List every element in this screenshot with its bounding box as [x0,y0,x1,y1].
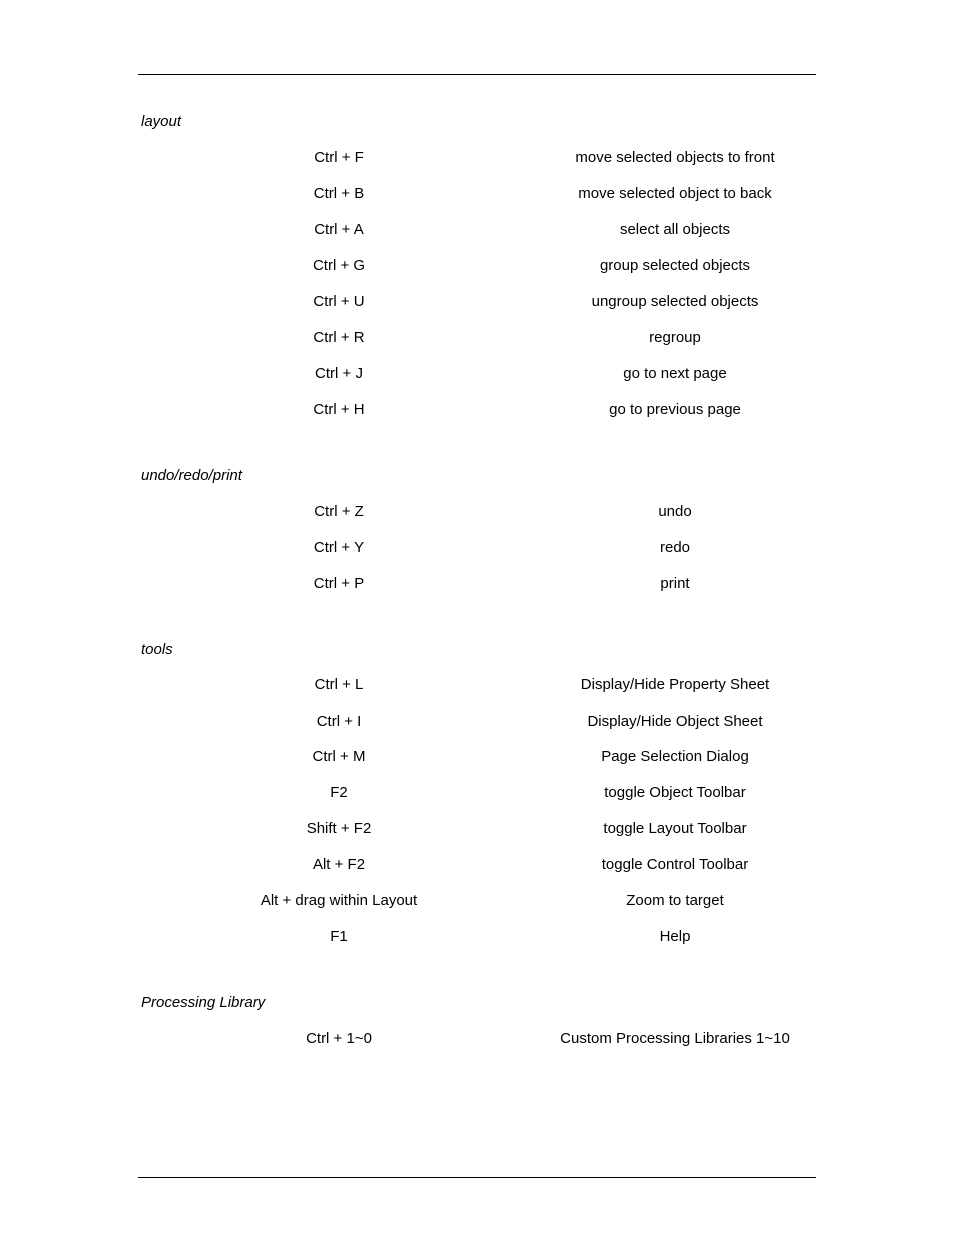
shortcut-action: move selected objects to front [575,149,775,166]
shortcut-key: Ctrl + 1~0 [306,1030,372,1047]
shortcut-action: Page Selection Dialog [601,748,749,765]
shortcut-key: Alt + drag within Layout [260,892,418,909]
shortcut-key: Ctrl + H [313,401,365,418]
shortcut-key: Ctrl + J [315,365,363,382]
shortcut-action: toggle Control Toolbar [601,856,749,873]
shortcut-key: Ctrl + P [313,575,365,592]
shortcut-key: Shift + F2 [306,820,372,837]
shortcut-row [0,503,954,521]
shortcut-key: Ctrl + Y [313,539,365,556]
section-title: tools [141,641,173,658]
shortcut-key: Ctrl + R [313,329,365,346]
shortcut-action: redo [659,539,691,556]
footer-rule [138,1177,816,1178]
shortcut-row [0,365,954,383]
shortcut-action: move selected object to back [578,185,772,202]
shortcut-row [0,892,954,910]
shortcut-action: Display/Hide Property Sheet [580,676,770,693]
shortcut-row [0,401,954,419]
shortcut-row [0,928,954,946]
shortcut-row [0,713,954,731]
shortcut-action: toggle Object Toolbar [604,784,746,801]
shortcut-action: regroup [649,329,701,346]
shortcut-key: Ctrl + I [316,713,362,730]
shortcut-key: Alt + F2 [312,856,366,873]
shortcut-key: Ctrl + U [313,293,365,310]
shortcut-row [0,748,954,766]
shortcut-action: Custom Processing Libraries 1~10 [560,1030,790,1047]
shortcut-key: Ctrl + L [314,676,364,693]
section-title: layout [141,113,182,130]
shortcut-key: Ctrl + G [312,257,366,274]
header-rule [138,74,816,75]
shortcut-row [0,820,954,838]
shortcut-action: Help [659,928,691,945]
shortcut-row [0,293,954,311]
section-title: undo/redo/print [141,467,242,484]
shortcut-row [0,1030,954,1048]
shortcut-action: group selected objects [599,257,751,274]
shortcut-row [0,149,954,167]
shortcut-key: Ctrl + Z [314,503,364,520]
shortcut-action: toggle Layout Toolbar [603,820,747,837]
shortcut-key: Ctrl + F [314,149,364,166]
shortcut-row [0,856,954,874]
shortcut-key: Ctrl + B [313,185,365,202]
shortcut-action: undo [658,503,692,520]
shortcut-key: Ctrl + A [314,221,364,238]
shortcut-action: print [660,575,690,592]
shortcut-row [0,784,954,802]
shortcut-row [0,185,954,203]
shortcut-action: Display/Hide Object Sheet [587,713,763,730]
shortcut-row [0,676,954,694]
shortcut-action: go to next page [623,365,727,382]
shortcut-action: Zoom to target [626,892,724,909]
shortcut-row [0,575,954,593]
shortcut-row [0,257,954,275]
shortcut-key: F2 [330,784,348,801]
shortcut-row [0,329,954,347]
shortcut-key: F1 [330,928,348,945]
section-title: Processing Library [141,994,266,1011]
shortcut-action: ungroup selected objects [591,293,759,310]
shortcut-key: Ctrl + M [312,748,366,765]
shortcut-row [0,221,954,239]
shortcut-row [0,539,954,557]
shortcut-action: select all objects [619,221,731,238]
shortcut-action: go to previous page [609,401,741,418]
